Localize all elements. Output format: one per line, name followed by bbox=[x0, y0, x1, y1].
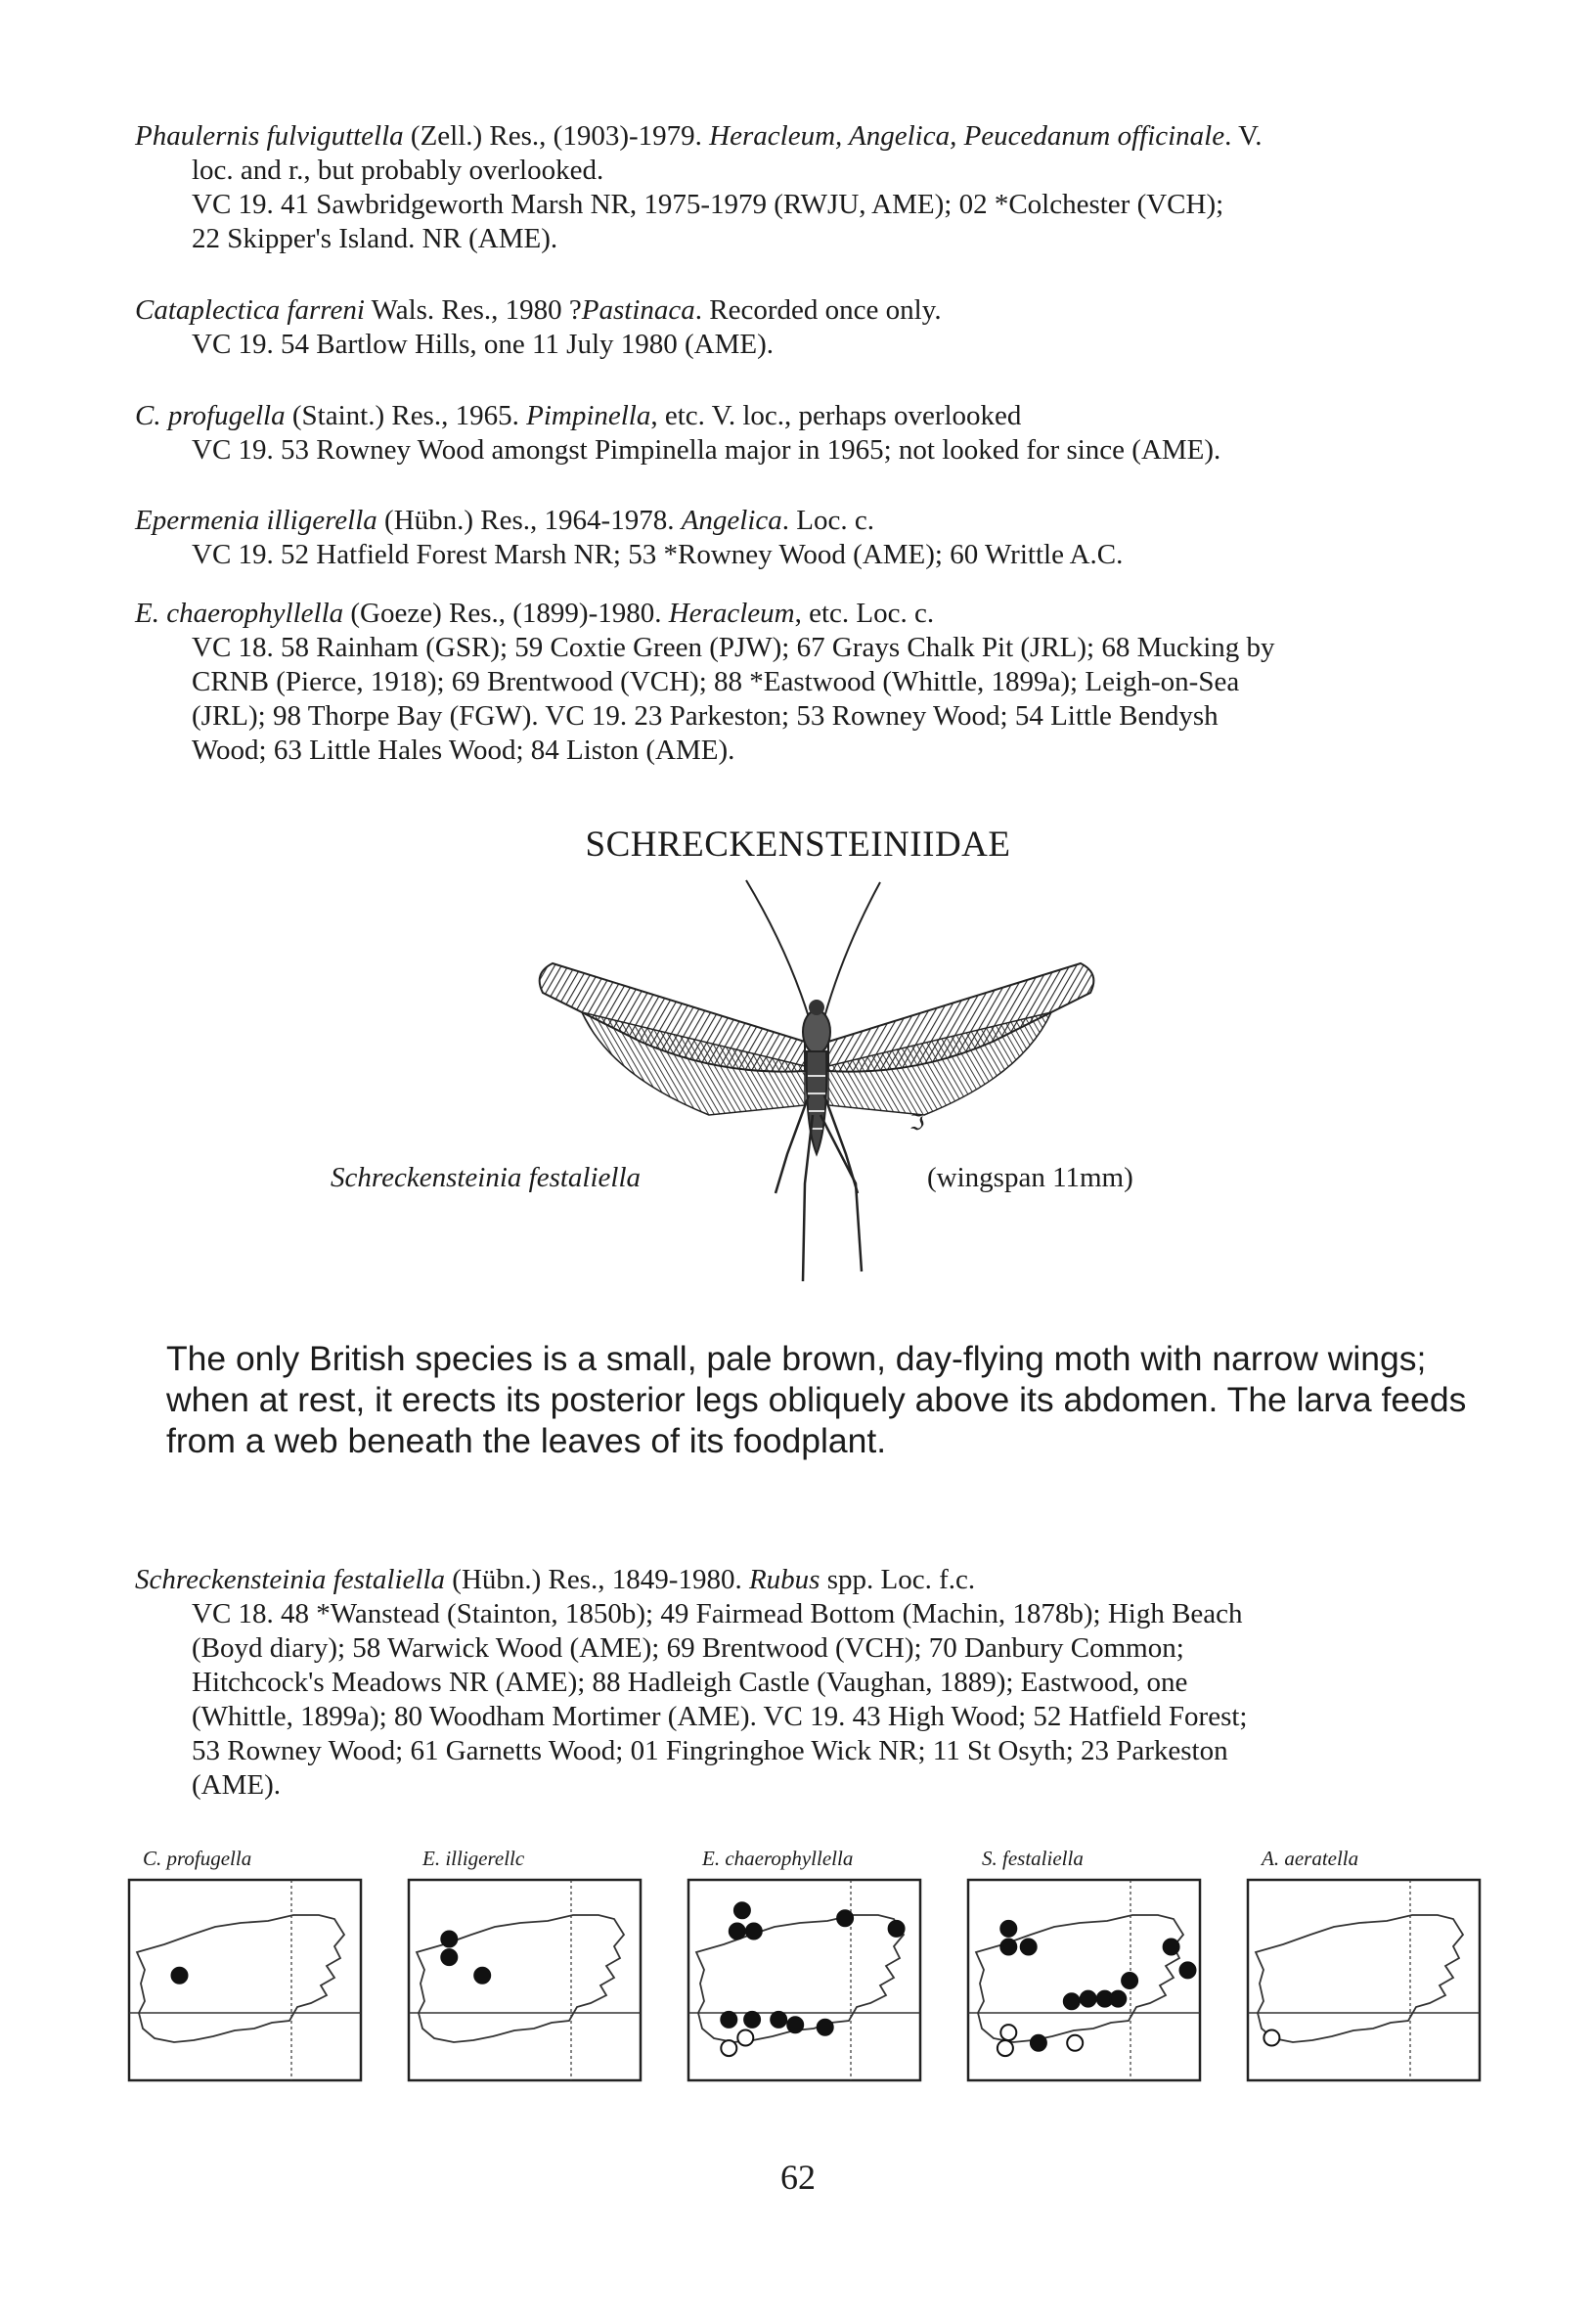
distribution-map bbox=[1244, 1847, 1484, 2086]
county-outline bbox=[137, 1915, 344, 2042]
record-dot-recent bbox=[1122, 1973, 1137, 1988]
record-dot-old bbox=[1000, 2025, 1016, 2040]
family-heading: SCHRECKENSTEINIIDAE bbox=[585, 825, 1011, 865]
entry-line: CRNB (Pierce, 1918); 69 Brentwood (VCH); 88 *Eastwood (Whittle, 1899a); Leigh-on-Sea bbox=[192, 666, 1240, 697]
record-dot-recent bbox=[818, 2020, 833, 2035]
entry-body bbox=[135, 538, 1485, 572]
map-label: E. chaerophyllella bbox=[702, 1847, 854, 1870]
record-dot-recent bbox=[1081, 1991, 1096, 2007]
record-dot-recent bbox=[730, 1924, 745, 1940]
entry-body bbox=[135, 1597, 1485, 1803]
record-dot-old bbox=[1264, 2030, 1279, 2046]
entry-line: 53 Rowney Wood; 61 Garnetts Wood; 01 Fingringhoe Wick NR; 11 St Osyth; 23 Parkeston bbox=[192, 1735, 1228, 1766]
species-name: Cataplectica farreni bbox=[135, 294, 365, 326]
moth-head bbox=[809, 1000, 824, 1015]
species-entry bbox=[135, 293, 1485, 362]
entry-line: (Boyd diary); 58 Warwick Wood (AME); 69 Brentwood (VCH); 70 Danbury Common; bbox=[192, 1632, 1184, 1664]
species-entry bbox=[135, 119, 1485, 256]
species-name: E. chaerophyllella bbox=[135, 598, 344, 629]
entry-body bbox=[135, 328, 1485, 362]
record-dot-recent bbox=[889, 1921, 905, 1937]
antenna-left bbox=[746, 880, 809, 1017]
map-frame bbox=[1248, 1880, 1480, 2080]
entry-status-end: , etc. V. loc., perhaps overlooked bbox=[650, 400, 1022, 431]
page-number: 62 bbox=[780, 2158, 816, 2197]
species-name: C. profugella bbox=[135, 400, 286, 431]
entry-line: (Whittle, 1899a); 80 Woodham Mortimer (AME). VC 19. 43 High Wood; 52 Hatfield Forest; bbox=[192, 1701, 1248, 1732]
record-dot-recent bbox=[787, 2017, 803, 2032]
map-label: C. profugella bbox=[143, 1847, 252, 1870]
foodplants: Heracleum bbox=[668, 598, 795, 629]
entry-line: VC 19. 52 Hatfield Forest Marsh NR; 53 *Rowney Wood (AME); 60 Writtle A.C. bbox=[192, 539, 1124, 570]
record-dot-recent bbox=[721, 2012, 736, 2028]
species-entry bbox=[135, 597, 1485, 768]
essex-map bbox=[685, 1876, 924, 2086]
entry-status-end: . Recorded once only. bbox=[694, 294, 942, 326]
entry-line: Wood; 63 Little Hales Wood; 84 Liston (AME). bbox=[192, 735, 735, 766]
map-label: E. illigerellc bbox=[422, 1847, 525, 1870]
figure-caption-species: Schreckensteinia festaliella bbox=[331, 1162, 642, 1193]
leg-left bbox=[776, 1095, 809, 1193]
essex-map bbox=[964, 1876, 1204, 2086]
record-dot-recent bbox=[1110, 1991, 1126, 2007]
essex-map bbox=[1244, 1876, 1484, 2086]
record-dot-recent bbox=[1021, 1940, 1037, 1955]
entry-status: (Zell.) Res., (1903)-1979. bbox=[403, 120, 710, 152]
entry-line: VC 19. 41 Sawbridgeworth Marsh NR, 1975-1979 (RWJU, AME); 02 *Colchester (VCH); bbox=[192, 189, 1224, 220]
record-dot-recent bbox=[837, 1910, 853, 1926]
entry-body bbox=[135, 154, 1485, 256]
record-dot-recent bbox=[1000, 1940, 1016, 1955]
species-entry bbox=[135, 504, 1485, 572]
moth-illustration bbox=[494, 870, 1139, 1301]
record-dot-recent bbox=[734, 1902, 750, 1918]
record-dot-recent bbox=[746, 1924, 762, 1940]
map-label: A. aeratella bbox=[1262, 1847, 1359, 1870]
artist-mark: ℑ bbox=[909, 1111, 925, 1136]
hindleg-left bbox=[803, 1115, 813, 1281]
record-dot-recent bbox=[1180, 1962, 1196, 1978]
map-frame bbox=[129, 1880, 361, 2080]
record-dot-recent bbox=[771, 2012, 786, 2028]
entry-line: loc. and r., but probably overlooked. bbox=[192, 155, 604, 186]
entry-line: VC 18. 58 Rainham (GSR); 59 Coxtie Green (PJW); 67 Grays Chalk Pit (JRL); 68 Mucking by bbox=[192, 632, 1275, 663]
entry-body bbox=[135, 631, 1485, 768]
family-description: The only British species is a small, pale brown, day-flying moth with narrow wings; when at rest, it erects its posterior legs obliquely above its abdomen. The larva feeds from a web beneath the leaves of its foodplant. bbox=[166, 1339, 1467, 1460]
record-dot-old bbox=[1067, 2035, 1083, 2051]
entry-status-end: , etc. Loc. c. bbox=[794, 598, 935, 629]
figure-caption-wingspan: (wingspan 11mm) bbox=[927, 1162, 1133, 1193]
essex-map bbox=[125, 1876, 365, 2086]
entry-line: VC 19. 53 Rowney Wood amongst Pimpinella major in 1965; not looked for since (AME). bbox=[192, 434, 1221, 466]
entry-line: (JRL); 98 Thorpe Bay (FGW). VC 19. 23 Parkeston; 53 Rowney Wood; 54 Little Bendysh bbox=[192, 700, 1219, 732]
record-dot-old bbox=[737, 2030, 753, 2046]
record-dot-old bbox=[721, 2040, 736, 2056]
foodplants: Pimpinella bbox=[526, 400, 651, 431]
foodplants: Heracleum, Angelica, Peucedanum officinale bbox=[709, 120, 1225, 152]
record-dot-old bbox=[998, 2040, 1013, 2056]
entry-line: VC 18. 48 *Wanstead (Stainton, 1850b); 49 Fairmead Bottom (Machin, 1878b); High Beach bbox=[192, 1598, 1243, 1629]
map-label: S. festaliella bbox=[982, 1847, 1084, 1870]
moth-thorax bbox=[803, 1010, 830, 1053]
entry-status: (Hübn.) Res., 1964-1978. bbox=[377, 505, 682, 536]
entry-line: (AME). bbox=[192, 1769, 282, 1801]
species-entry bbox=[135, 399, 1485, 468]
record-dot-recent bbox=[1164, 1940, 1179, 1955]
distribution-map bbox=[125, 1847, 365, 2086]
entry-status: Wals. Res., 1980 ? bbox=[364, 294, 582, 326]
species-name: Schreckensteinia festaliella bbox=[135, 1564, 446, 1595]
species-entry bbox=[135, 1563, 1485, 1803]
distribution-maps bbox=[125, 1847, 1485, 2101]
entry-body bbox=[135, 433, 1485, 468]
distribution-map bbox=[405, 1847, 644, 2086]
record-dot-recent bbox=[744, 2012, 760, 2028]
entry-status-end: spp. Loc. f.c. bbox=[820, 1564, 976, 1595]
entry-status: (Goeze) Res., (1899)-1980. bbox=[343, 598, 669, 629]
entry-status: (Hübn.) Res., 1849-1980. bbox=[445, 1564, 749, 1595]
foodplants: Pastinaca bbox=[581, 294, 695, 326]
entry-line: Hitchcock's Meadows NR (AME); 88 Hadleigh Castle (Vaughan, 1889); Eastwood, one bbox=[192, 1667, 1188, 1698]
foodplants: Rubus bbox=[748, 1564, 820, 1595]
entry-status-end: . Loc. c. bbox=[781, 505, 875, 536]
entry-line: 22 Skipper's Island. NR (AME). bbox=[192, 223, 558, 254]
essex-map bbox=[405, 1876, 644, 2086]
species-name: Phaulernis fulviguttella bbox=[135, 120, 404, 152]
record-dot-recent bbox=[1031, 2035, 1046, 2051]
record-dot-recent bbox=[441, 1932, 457, 1947]
distribution-map bbox=[964, 1847, 1204, 2086]
record-dot-recent bbox=[441, 1949, 457, 1965]
county-outline bbox=[1256, 1915, 1463, 2042]
distribution-map bbox=[685, 1847, 924, 2086]
entry-status-end: . V. bbox=[1224, 120, 1263, 152]
record-dot-recent bbox=[172, 1968, 188, 1984]
entry-status: (Staint.) Res., 1965. bbox=[285, 400, 527, 431]
species-name: Epermenia illigerella bbox=[135, 505, 377, 536]
record-dot-recent bbox=[1064, 1993, 1080, 2009]
record-dot-recent bbox=[1000, 1921, 1016, 1937]
record-dot-recent bbox=[474, 1968, 490, 1984]
antenna-right bbox=[824, 882, 880, 1017]
entry-line: VC 19. 54 Bartlow Hills, one 11 July 1980 (AME). bbox=[192, 329, 775, 360]
map-frame bbox=[409, 1880, 641, 2080]
foodplants: Angelica bbox=[681, 505, 782, 536]
